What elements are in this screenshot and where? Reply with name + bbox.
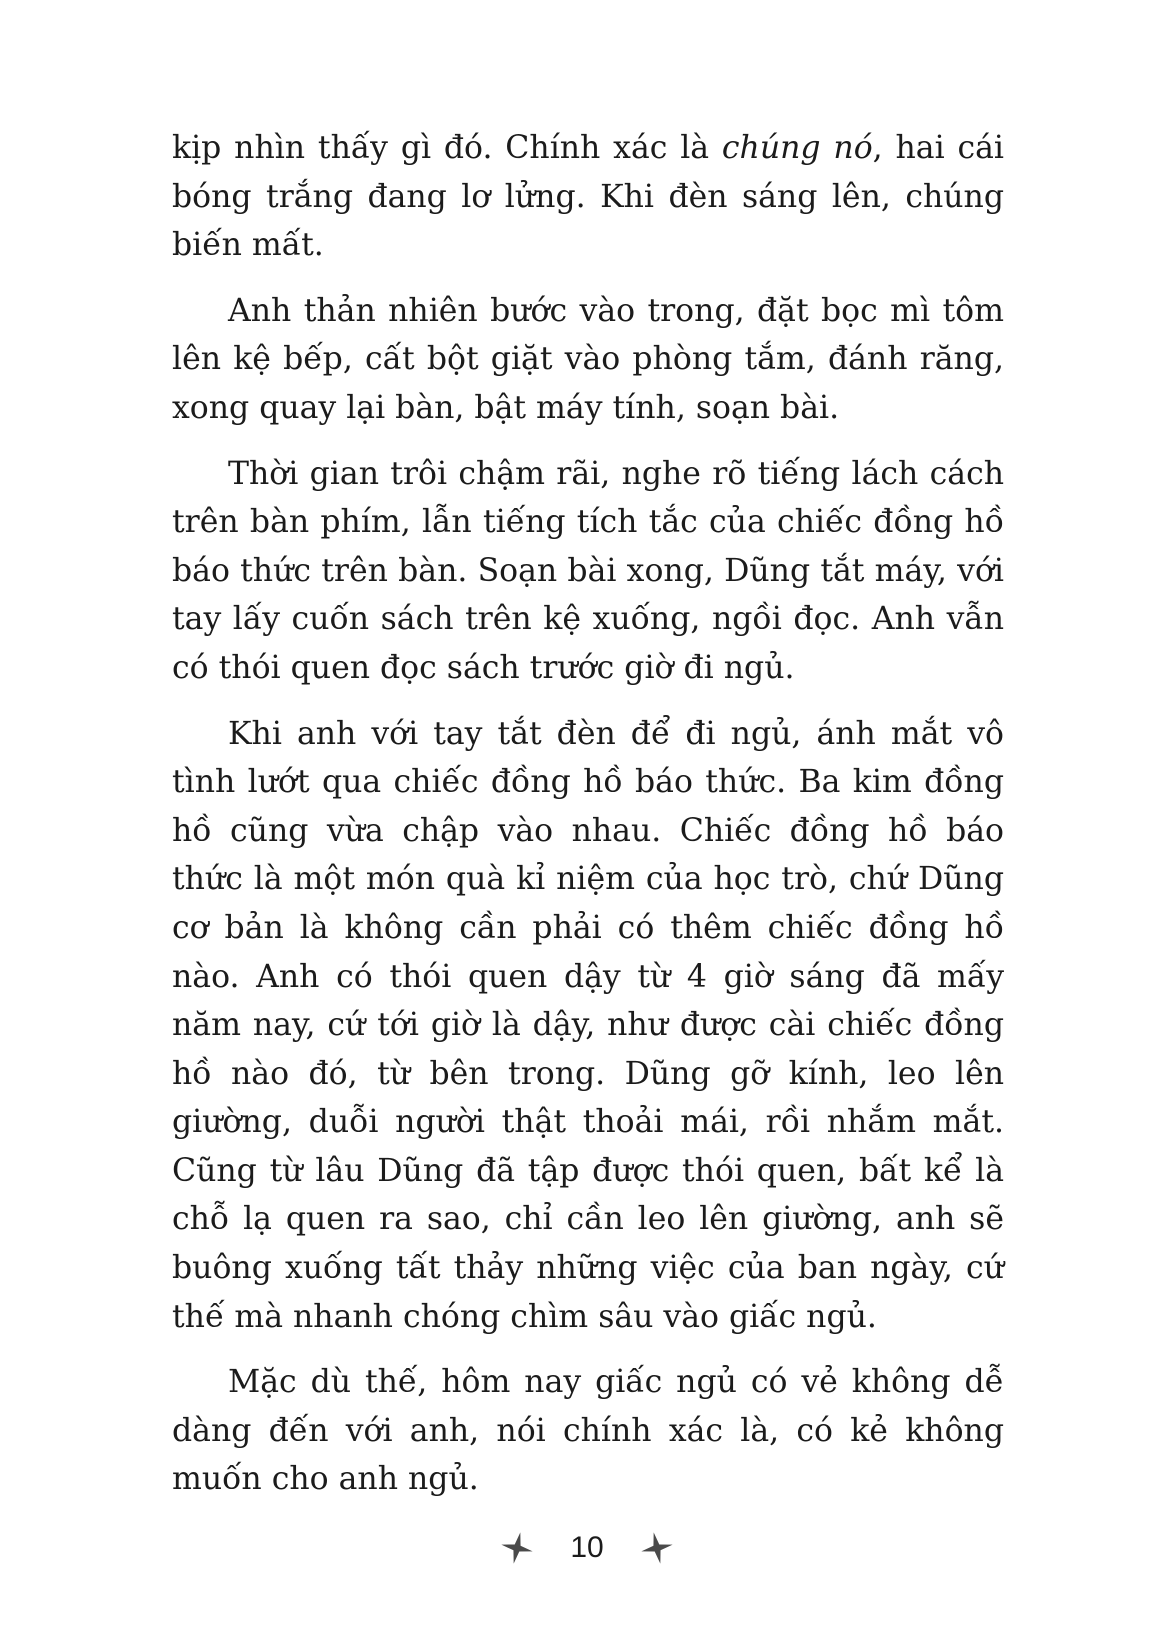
paragraph-1 (172, 124, 1004, 270)
four-point-star-icon (640, 1531, 674, 1565)
paragraph-4: Khi anh với tay tắt đèn để đi ngủ, ánh mắt vô tình lướt qua chiếc đồng hồ báo thức. Ba kim đồng hồ cũng vừa chập vào nhau. Chiếc đồng hồ báo thức là một món quà kỉ niệm của học trò, chứ Dũng cơ bản là không cần phải có thêm chiếc đồng hồ nào. Anh có thói quen dậy từ 4 giờ sáng đã mấy năm nay, cứ tới giờ là dậy, như được cài chiếc đồng hồ nào đó, từ bên trong. Dũng gỡ kính, leo lên giường, duỗi người thật thoải mái, rồi nhắm mắt. Cũng từ lâu Dũng đã tập được thói quen, bất kể là chỗ lạ quen ra sao, chỉ cần leo lên giường, anh sẽ buông xuống tất thảy những việc của ban ngày, cứ thế mà nhanh chóng chìm sâu vào giấc ngủ. (172, 715, 1004, 1335)
paragraph-1-text-before: kịp nhìn thấy gì đó. Chính xác là (172, 130, 722, 166)
page-body (172, 124, 1004, 1521)
four-point-star-icon (500, 1531, 534, 1565)
page-footer (0, 1518, 1174, 1578)
paragraph-3: Thời gian trôi chậm rãi, nghe rõ tiếng lách cách trên bàn phím, lẫn tiếng tích tắc của chiếc đồng hồ báo thức trên bàn. Soạn bài xong, Dũng tắt máy, với tay lấy cuốn sách trên kệ xuống, ngồi đọc. Anh vẫn có thói quen đọc sách trước giờ đi ngủ. (172, 455, 1004, 686)
paragraph-5: Mặc dù thế, hôm nay giấc ngủ có vẻ không dễ dàng đến với anh, nói chính xác là, có kẻ không muốn cho anh ngủ. (172, 1364, 1004, 1498)
page-number: 10 (570, 1531, 604, 1564)
paragraph-1-emphasis: chúng nó (721, 130, 873, 166)
paragraph-1-text-after: , hai cái bóng trắng đang lơ lửng. Khi đèn sáng lên, chúng biến mất. (172, 130, 1004, 264)
paragraph-2: Anh thản nhiên bước vào trong, đặt bọc mì tôm lên kệ bếp, cất bột giặt vào phòng tắm, đánh răng, xong quay lại bàn, bật máy tính, soạn bài. (172, 292, 1004, 426)
